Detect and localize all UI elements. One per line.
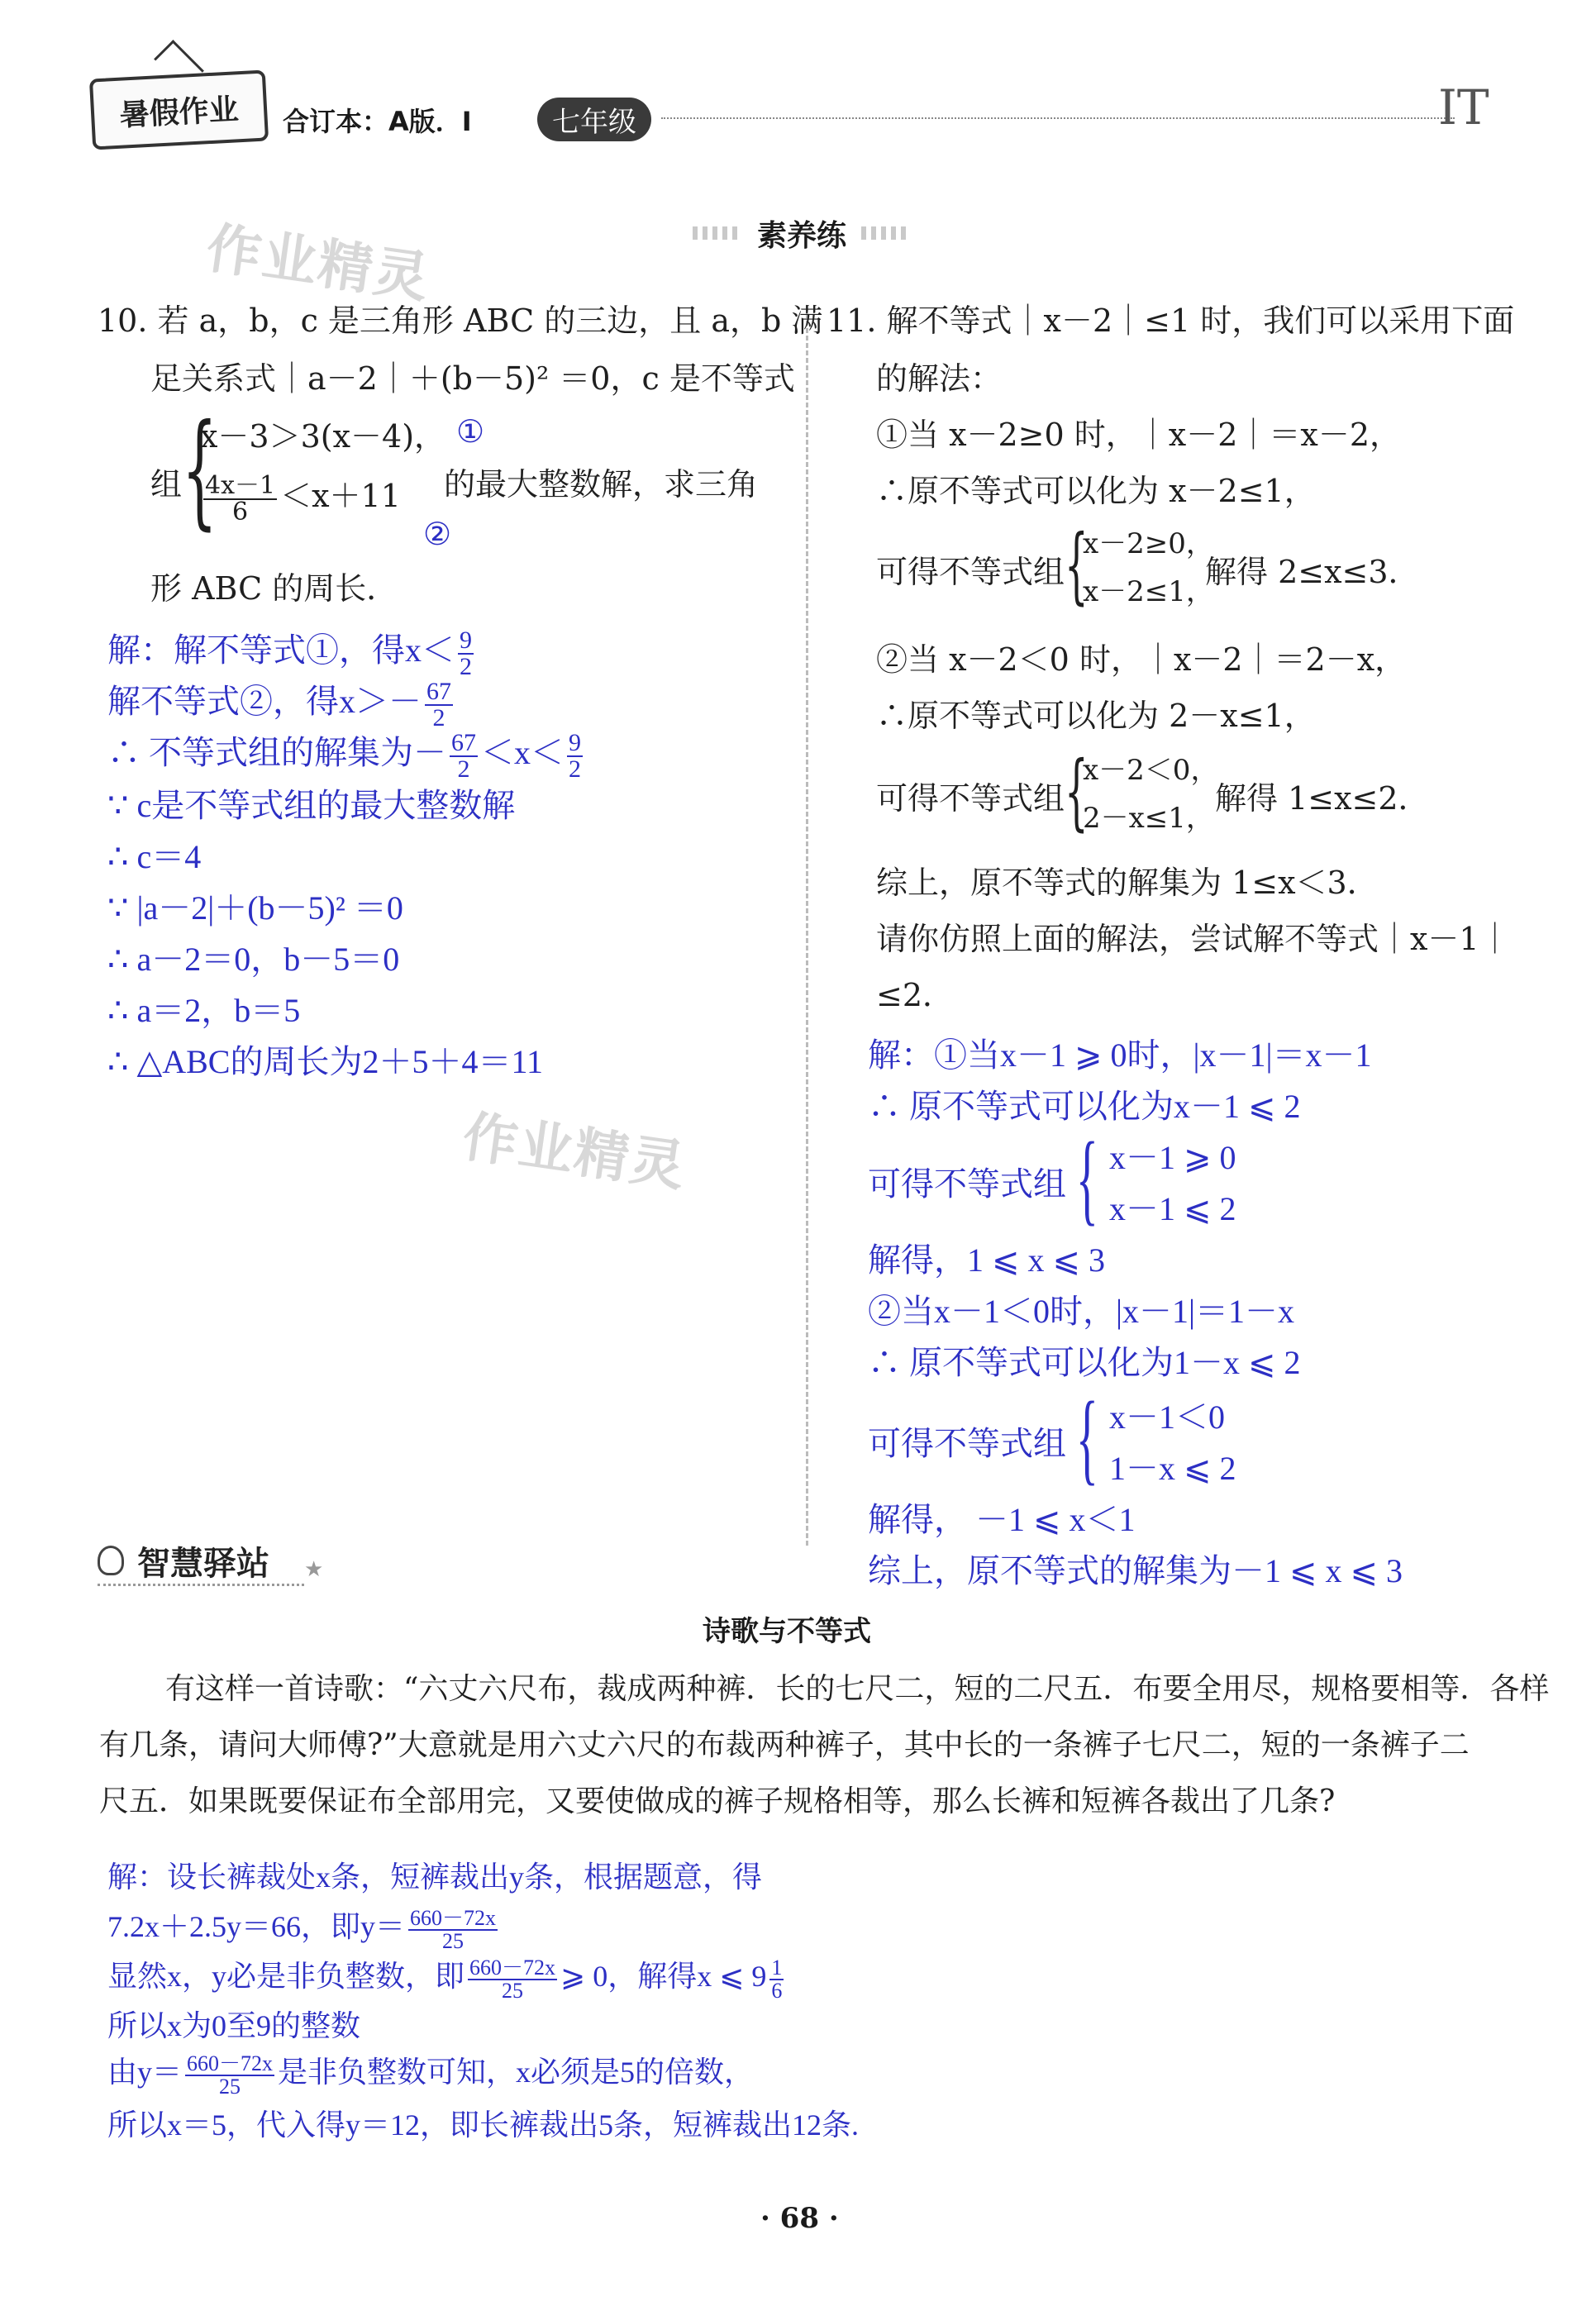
logo-text: 暑假作业	[118, 92, 240, 133]
poem-paragraph-line1: 有这样一首诗歌：“六丈六尺布，裁成两种裤．长的七尺二，短的二尺五．布要全用尽，规格要相等．各样	[165, 1672, 1550, 1706]
q10-frac-den: 6	[232, 497, 249, 526]
q11-line6: ②当 x－2＜0 时，｜x－2｜＝2－x，	[876, 641, 1407, 678]
section-title-bar	[678, 208, 926, 258]
frac-num: 67	[451, 728, 476, 756]
q11-b7-sys1: x－1＜0	[1109, 1398, 1225, 1436]
wisdom-answer-line3	[107, 1951, 787, 2002]
q11-l5-post: 解得 2≤x≤3．	[1205, 554, 1420, 590]
q11-line4: ∴原不等式可以化为 x－2≤1，	[876, 473, 1316, 509]
q11-b7-brace: {	[1076, 1381, 1098, 1494]
q11-l8-pre: 可得不等式组	[876, 780, 1065, 817]
frac-num: 67	[426, 677, 451, 705]
q11-b3-brace: {	[1076, 1122, 1098, 1235]
frac-num: 660－72x	[469, 1955, 556, 1980]
q11-l8-post: 解得 1≤x≤2．	[1215, 780, 1430, 817]
q11-line1: 11. 解不等式｜x－2｜≤1 时，我们可以采用下面	[827, 303, 1515, 339]
wisdom-answer-line2	[107, 1901, 501, 1952]
poem-title: 诗歌与不等式	[703, 1615, 871, 1648]
frac-num: 9	[569, 728, 581, 756]
frac-num: 9	[460, 626, 472, 654]
q10-answer-line3	[107, 727, 586, 782]
wisdom-answer-line4: 所以x为0至9的整数	[107, 2009, 361, 2042]
frac-den: 25	[219, 2074, 241, 2099]
q10-a1-text: 解：解不等式①，得x＜	[107, 631, 455, 669]
q10-answer-line1	[107, 625, 477, 679]
grade-badge: 七年级	[537, 98, 651, 141]
frac-num: 660－72x	[187, 2051, 274, 2075]
page-number: · 68 ·	[760, 2202, 839, 2235]
wa-c5-post: 是非负整数可知，x必须是5的倍数，	[278, 2056, 755, 2089]
q10-zu: 组	[150, 466, 183, 503]
frac-den: 2	[569, 755, 581, 783]
q10-a2-text: 解不等式②，得x＞－	[107, 683, 422, 720]
header-rule	[661, 117, 1455, 119]
q11-b3-sys1: x－1 ⩾ 0	[1109, 1139, 1236, 1176]
q11-b3-sys2: x－1 ⩽ 2	[1109, 1190, 1236, 1227]
wa-c2-pre: 7.2x＋2.5y＝66，即y＝	[107, 1910, 406, 1943]
watermark-middle: 作业精灵	[459, 1104, 691, 1199]
poem-paragraph-line3: 尺五．如果既要保证布全部用完，又要使做成的裤子规格相等，那么长裤和短裤各裁出了几条?	[99, 1784, 1336, 1818]
q10-line3-tail: 的最大整数解，求三角	[444, 466, 759, 503]
frac-num: 1	[771, 1955, 783, 1980]
q10-brace: {	[182, 398, 217, 542]
q11-answer-line5: ②当x－1＜0时，|x－1|＝1－x	[868, 1293, 1295, 1330]
q10-sys-eq1: x－3＞3(x－4)，	[200, 418, 446, 455]
q10-line2: 足关系式｜a－2｜＋(b－5)² ＝0，c 是不等式	[150, 360, 795, 397]
q10-answer-line6: ∵ |a－2|＋(b－5)² ＝0	[107, 889, 403, 927]
watermark-top: 作业精灵	[202, 216, 435, 311]
q11-l5-brace: {	[1065, 517, 1089, 613]
q11-l8-sys2: 2－x≤1，	[1083, 802, 1214, 835]
q10-answer-line7: ∴ a－2＝0，b－5＝0	[107, 941, 400, 978]
frac-den: 25	[442, 1928, 465, 1953]
left-deco-icon	[693, 226, 742, 240]
q10-mark2: ②	[423, 516, 452, 552]
header-subtitle: 合订本：A版．I	[283, 106, 472, 137]
q10-a3-mid: ＜x＜	[481, 734, 564, 771]
q10-frac-num: 4x－1	[205, 470, 276, 500]
wisdom-underline	[98, 1584, 304, 1586]
lightbulb-icon	[98, 1546, 124, 1575]
q11-line10: 请你仿照上面的解法，尝试解不等式｜x－1｜	[876, 921, 1511, 957]
frac-den: 6	[771, 1978, 783, 2003]
q10-a3-pre: ∴ 不等式组的解集为－	[107, 734, 446, 771]
wisdom-answer-line1: 解：设长裤裁处x条，短裤裁出y条，根据题意，得	[107, 1861, 763, 1894]
right-deco-icon	[861, 226, 911, 240]
q10-answer-line2	[107, 676, 456, 731]
q11-answer-line8: 解得， －1 ⩽ x＜1	[868, 1501, 1136, 1538]
q11-b7-pre: 可得不等式组	[868, 1425, 1066, 1462]
wisdom-title: 智慧驿站	[137, 1545, 269, 1583]
q11-l8-sys1: x－2＜0，	[1083, 754, 1219, 787]
frac-den: 25	[502, 1978, 524, 2003]
q11-line7: ∴原不等式可以化为 2－x≤1，	[876, 698, 1316, 734]
q11-l8-brace: {	[1065, 743, 1089, 840]
q11-line2: 的解法：	[876, 360, 1003, 397]
q11-b3-pre: 可得不等式组	[868, 1165, 1066, 1203]
q10-answer-line9: ∴ △ABC的周长为2＋5＋4＝11	[107, 1043, 543, 1080]
wisdom-answer-line6: 所以x＝5，代入得y＝12，即长裤裁出5条，短裤裁出12条.	[107, 2108, 860, 2142]
frac-num: 660－72x	[410, 1905, 497, 1930]
frac-den: 2	[457, 755, 470, 783]
wa-c3-pre: 显然x，y必是非负整数，即	[107, 1960, 465, 1993]
corner-logo: IT	[1438, 79, 1489, 136]
q10-sys2-rest: ＜x＋11	[280, 478, 401, 514]
q11-line3: ①当 x－2≥0 时，｜x－2｜＝x－2，	[876, 417, 1401, 453]
q10-answer-line5: ∴ c＝4	[107, 838, 202, 875]
q10-mark1: ①	[456, 413, 485, 450]
frac-den: 2	[432, 703, 445, 731]
q10-line1: 10. 若 a，b，c 是三角形 ABC 的三边，且 a，b 满	[98, 303, 823, 339]
q10-sys-eq2	[200, 470, 401, 526]
q10-line4: 形 ABC 的周长．	[150, 570, 398, 607]
q11-l5-pre: 可得不等式组	[876, 554, 1065, 590]
wa-c3-mid: ⩾ 0，解得x ⩽ 9	[560, 1960, 767, 1993]
section-title: 素养练	[756, 218, 846, 253]
q11-l5-sys1: x－2≥0，	[1083, 527, 1214, 560]
q11-answer-line9: 综上，原不等式的解集为－1 ⩽ x ⩽ 3	[868, 1552, 1403, 1589]
header	[91, 58, 1537, 149]
q11-answer-line4: 解得，1 ⩽ x ⩽ 3	[868, 1241, 1106, 1279]
q11-b7-sys2: 1－x ⩽ 2	[1109, 1450, 1236, 1487]
q11-answer-line2: ∴ 原不等式可以化为x－1 ⩽ 2	[868, 1088, 1301, 1125]
q11-line9: 综上，原不等式的解集为 1≤x＜3．	[876, 865, 1379, 901]
q11-answer-line6: ∴ 原不等式可以化为1－x ⩽ 2	[868, 1344, 1301, 1381]
column-divider	[806, 306, 808, 1546]
q11-l5-sys2: x－2≤1，	[1083, 575, 1214, 608]
q10-answer-line4: ∵ c是不等式组的最大整数解	[107, 787, 516, 824]
wisdom-header	[98, 1534, 354, 1592]
star-icon: ★	[304, 1557, 324, 1582]
q11-answer-line1: 解：①当x－1 ⩾ 0时，|x－1|＝x－1	[868, 1036, 1372, 1074]
q11-line11: ≤2．	[876, 977, 955, 1013]
q10-answer-line8: ∴ a＝2，b＝5	[107, 992, 301, 1029]
wisdom-answer-line5	[107, 2046, 754, 2098]
frac-den: 2	[460, 652, 472, 680]
poem-paragraph-line2: 有几条，请问大师傅?”大意就是用六丈六尺的布裁两种裤子，其中长的一条裤子七尺二，短的一条裤子二	[99, 1728, 1470, 1762]
wa-c5-pre: 由y＝	[107, 2056, 183, 2089]
